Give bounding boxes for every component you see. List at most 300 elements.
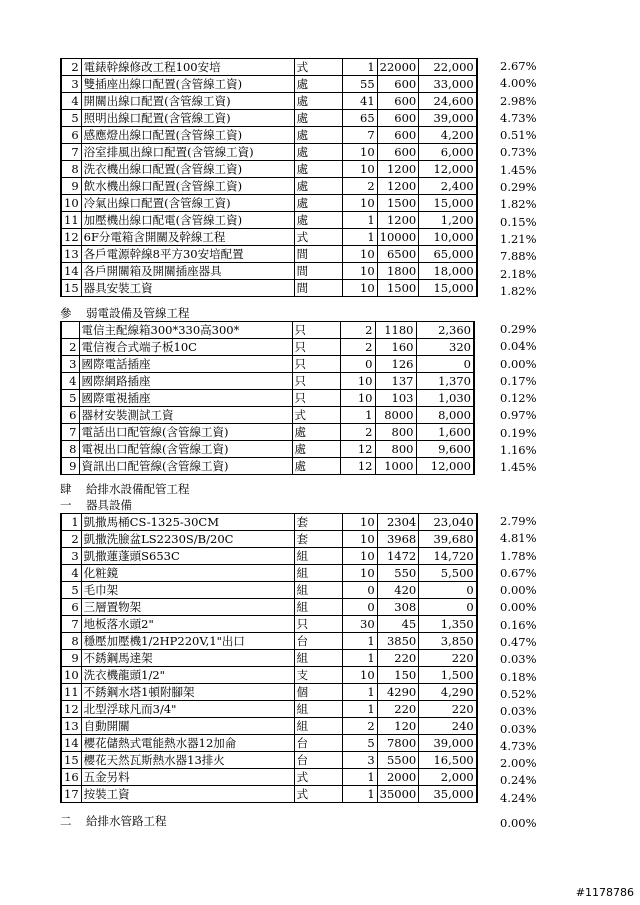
- item-quantity: 1: [342, 684, 377, 701]
- item-unit-price: 4290: [377, 684, 419, 701]
- pct-cell: 0.73%: [500, 145, 537, 160]
- item-amount: 24,600: [419, 93, 477, 110]
- table-row: [61, 390, 474, 407]
- item-unit: 套: [294, 514, 342, 531]
- item-unit-price: 5500: [377, 752, 419, 769]
- pct-cell: 0.18%: [500, 669, 537, 684]
- table-row: [61, 650, 477, 667]
- item-unit-price: 550: [377, 565, 419, 582]
- pct-cell: 0.00%: [500, 583, 537, 598]
- item-description: 各戶電源幹線8平方30安培配置: [81, 246, 294, 263]
- item-quantity: 0: [342, 582, 377, 599]
- item-unit-price: 1472: [377, 548, 419, 565]
- item-unit: 處: [294, 178, 342, 195]
- item-description: 不銹鋼水塔1頓附腳架: [81, 684, 294, 701]
- item-unit-price: 10000: [377, 229, 419, 246]
- table-row: [61, 229, 477, 246]
- item-description: 洗衣機出線口配置(含管線工資): [81, 161, 294, 178]
- pct-cell: 0.17%: [500, 373, 537, 388]
- item-quantity: 2: [342, 178, 377, 195]
- item-unit-price: 600: [377, 76, 419, 93]
- item-amount: 0: [419, 599, 477, 616]
- item-description: 洗衣機龍頭1/2": [81, 667, 294, 684]
- item-quantity: 10: [342, 161, 377, 178]
- item-unit: 處: [294, 144, 342, 161]
- item-unit: 只: [294, 616, 342, 633]
- item-unit: 式: [294, 229, 342, 246]
- item-number: [61, 322, 79, 339]
- item-description: 雙插座出線口配置(含管線工資): [81, 76, 294, 93]
- pct-cell: 0.12%: [500, 391, 537, 406]
- pct-cell: 0.16%: [500, 617, 537, 632]
- section-title: 給排水設備配管工程: [86, 482, 190, 496]
- item-unit-price: 8000: [375, 407, 416, 424]
- item-description: 自動開關: [81, 718, 294, 735]
- item-unit-price: 150: [377, 667, 419, 684]
- item-amount: 10,000: [419, 229, 477, 246]
- item-unit-price: 2000: [377, 769, 419, 786]
- item-amount: 4,200: [419, 127, 477, 144]
- section-code: 參: [60, 306, 72, 320]
- item-quantity: 65: [342, 110, 377, 127]
- item-unit: 只: [292, 390, 340, 407]
- table-row: [61, 356, 474, 373]
- item-unit: 台: [294, 633, 342, 650]
- item-quantity: 10: [342, 514, 377, 531]
- pct-cell: 0.29%: [500, 180, 537, 195]
- item-amount: 15,000: [419, 195, 477, 212]
- pct-cell: 0.00%: [500, 816, 537, 830]
- item-quantity: 1: [342, 229, 377, 246]
- weak-current-pct-column: [500, 321, 537, 477]
- item-quantity: 1: [340, 407, 375, 424]
- table-row: [61, 144, 477, 161]
- item-description: 按裝工資: [81, 786, 294, 803]
- item-number: 6: [61, 407, 79, 424]
- pct-cell: 0.47%: [500, 635, 537, 650]
- table-row: [61, 684, 477, 701]
- item-unit: 間: [294, 280, 342, 297]
- pct-cell: 0.97%: [500, 408, 537, 423]
- table-row: [61, 280, 477, 297]
- item-description: 凱撒洗臉盆LS2230S/B/20C: [81, 531, 294, 548]
- item-amount: 3,850: [419, 633, 477, 650]
- table-row: [61, 441, 474, 458]
- table-row: [61, 565, 477, 582]
- item-number: 12: [61, 229, 81, 246]
- item-number: 9: [61, 458, 79, 475]
- item-description: 凱撒馬桶CS-1325-30CM: [81, 514, 294, 531]
- item-unit-price: 3968: [377, 531, 419, 548]
- item-number: 6: [61, 127, 81, 144]
- pct-cell: 4.24%: [500, 790, 537, 805]
- item-unit-price: 45: [377, 616, 419, 633]
- item-description: 地板落水頭2": [81, 616, 294, 633]
- item-amount: 1,600: [416, 424, 474, 441]
- item-quantity: 2: [342, 718, 377, 735]
- electrical-pct-column: [500, 58, 537, 300]
- item-description: 感應燈出線口配置(含管線工資): [81, 127, 294, 144]
- item-number: 11: [61, 684, 81, 701]
- item-quantity: 12: [340, 458, 375, 475]
- item-unit: 式: [294, 59, 342, 76]
- item-amount: 240: [419, 718, 477, 735]
- item-number: 2: [61, 339, 79, 356]
- item-amount: 18,000: [419, 263, 477, 280]
- item-quantity: 1: [342, 701, 377, 718]
- item-quantity: 1: [342, 650, 377, 667]
- item-quantity: 1: [342, 769, 377, 786]
- item-amount: 320: [416, 339, 474, 356]
- table-row: [61, 110, 477, 127]
- item-description: 電錶幹線修改工程100安培: [81, 59, 294, 76]
- item-number: 15: [61, 752, 81, 769]
- pct-cell: 1.45%: [500, 162, 537, 177]
- item-unit-price: 1200: [377, 161, 419, 178]
- item-quantity: 10: [342, 548, 377, 565]
- item-unit: 間: [294, 246, 342, 263]
- pct-cell: 0.52%: [500, 686, 537, 701]
- table-row: [61, 582, 477, 599]
- item-unit-price: 1500: [377, 280, 419, 297]
- item-unit: 支: [294, 667, 342, 684]
- item-description: 照明出線口配置(含管線工資): [81, 110, 294, 127]
- item-description: 電話出口配管線(含管線工資): [79, 424, 292, 441]
- subsection-heading-fixtures: [60, 497, 132, 513]
- item-description: 開關出線口配置(含管線工資): [81, 93, 294, 110]
- section-code: 二: [60, 814, 72, 828]
- weak-current-table-body: [61, 322, 474, 475]
- table-row: [61, 701, 477, 718]
- table-row: [61, 212, 477, 229]
- item-unit-price: 7800: [377, 735, 419, 752]
- item-quantity: 1: [342, 59, 377, 76]
- item-description: 加壓機出線口配電(含管線工資): [81, 212, 294, 229]
- item-number: 3: [61, 356, 79, 373]
- pct-cell: 2.00%: [500, 756, 537, 771]
- item-amount: 33,000: [419, 76, 477, 93]
- sheet-id: #1178786: [575, 886, 634, 899]
- pct-cell: 1.78%: [500, 548, 537, 563]
- item-unit: 處: [294, 127, 342, 144]
- item-unit-price: 800: [375, 424, 416, 441]
- item-quantity: 41: [342, 93, 377, 110]
- item-unit: 式: [292, 407, 340, 424]
- item-unit: 組: [294, 548, 342, 565]
- item-amount: 5,500: [419, 565, 477, 582]
- subsection-code: 一: [60, 498, 72, 512]
- table-row: [61, 633, 477, 650]
- item-unit-price: 1500: [377, 195, 419, 212]
- item-description: 冷氣出線口配置(含管線工資): [81, 195, 294, 212]
- pct-cell: 0.24%: [500, 773, 537, 788]
- pct-cell: 0.19%: [500, 425, 537, 440]
- pct-cell: 0.51%: [500, 128, 537, 143]
- item-description: 國際電視插座: [79, 390, 292, 407]
- item-amount: 1,200: [419, 212, 477, 229]
- item-number: 15: [61, 280, 81, 297]
- table-row: [61, 127, 477, 144]
- item-quantity: 12: [340, 441, 375, 458]
- item-amount: 12,000: [416, 458, 474, 475]
- item-unit-price: 120: [377, 718, 419, 735]
- item-unit: 只: [292, 322, 340, 339]
- item-amount: 2,360: [416, 322, 474, 339]
- weak-current-table: [60, 321, 475, 475]
- item-unit: 間: [294, 263, 342, 280]
- item-number: 4: [61, 373, 79, 390]
- pct-cell: 1.45%: [500, 460, 537, 475]
- item-unit: 處: [294, 76, 342, 93]
- table-row: [61, 752, 477, 769]
- item-quantity: 10: [342, 280, 377, 297]
- item-number: 2: [61, 531, 81, 548]
- item-description: 櫻花天然瓦斯熱水器13排火: [81, 752, 294, 769]
- pct-cell: 0.03%: [500, 721, 537, 736]
- pct-cell: 2.18%: [500, 266, 537, 281]
- item-quantity: 10: [342, 246, 377, 263]
- item-description: 毛巾架: [81, 582, 294, 599]
- table-row: [61, 616, 477, 633]
- item-description: 浴室排風出線口配置(含管線工資): [81, 144, 294, 161]
- item-number: 11: [61, 212, 81, 229]
- item-quantity: 2: [340, 424, 375, 441]
- plumbing-pct-column: [500, 513, 537, 807]
- pct-cell: 7.88%: [500, 249, 537, 264]
- item-amount: 1,030: [416, 390, 474, 407]
- item-number: 13: [61, 718, 81, 735]
- item-amount: 1,500: [419, 667, 477, 684]
- plumbing-fixtures-table: [60, 513, 478, 803]
- item-number: 9: [61, 178, 81, 195]
- item-amount: 8,000: [416, 407, 474, 424]
- item-unit-price: 1180: [375, 322, 416, 339]
- item-number: 2: [61, 59, 81, 76]
- item-quantity: 10: [342, 263, 377, 280]
- item-unit: 套: [294, 531, 342, 548]
- item-description: 櫻花儲熱式電能熱水器12加侖: [81, 735, 294, 752]
- item-unit-price: 126: [375, 356, 416, 373]
- table-row: [61, 667, 477, 684]
- item-amount: 1,350: [419, 616, 477, 633]
- table-row: [61, 786, 477, 803]
- item-quantity: 1: [342, 786, 377, 803]
- item-unit-price: 1200: [377, 178, 419, 195]
- item-number: 1: [61, 514, 81, 531]
- item-number: 4: [61, 93, 81, 110]
- item-amount: 23,040: [419, 514, 477, 531]
- table-row: [61, 322, 474, 339]
- table-row: [61, 76, 477, 93]
- item-unit-price: 220: [377, 701, 419, 718]
- item-quantity: 10: [340, 390, 375, 407]
- item-amount: 220: [419, 650, 477, 667]
- item-description: 器材安裝測試工資: [79, 407, 292, 424]
- item-description: 國際電話插座: [79, 356, 292, 373]
- item-quantity: 2: [340, 322, 375, 339]
- item-number: 8: [61, 161, 81, 178]
- item-amount: 4,290: [419, 684, 477, 701]
- pct-cell: 0.04%: [500, 339, 537, 354]
- item-unit: 只: [292, 339, 340, 356]
- section-code: 肆: [60, 482, 72, 496]
- item-amount: 1,370: [416, 373, 474, 390]
- item-unit: 處: [294, 93, 342, 110]
- section-heading-weak-current: [60, 305, 190, 321]
- plumbing-fixtures-table-body: [61, 514, 477, 803]
- item-description: 電信複合式端子板10C: [79, 339, 292, 356]
- table-row: [61, 599, 477, 616]
- item-quantity: 1: [342, 633, 377, 650]
- table-row: [61, 424, 474, 441]
- section-title: 弱電設備及管線工程: [86, 306, 190, 320]
- item-amount: 35,000: [419, 786, 477, 803]
- item-number: 9: [61, 650, 81, 667]
- table-row: [61, 458, 474, 475]
- pct-cell: 0.03%: [500, 652, 537, 667]
- item-description: 器具安裝工資: [81, 280, 294, 297]
- item-unit: 組: [294, 565, 342, 582]
- item-unit: 組: [294, 582, 342, 599]
- pct-cell: 0.00%: [500, 600, 537, 615]
- subsection-title: 器具設備: [86, 498, 132, 512]
- item-quantity: 30: [342, 616, 377, 633]
- item-number: 5: [61, 390, 79, 407]
- item-number: 3: [61, 548, 81, 565]
- table-row: [61, 246, 477, 263]
- item-number: 4: [61, 565, 81, 582]
- item-quantity: 10: [342, 144, 377, 161]
- item-amount: 39,000: [419, 110, 477, 127]
- item-number: 12: [61, 701, 81, 718]
- item-number: 7: [61, 424, 79, 441]
- item-amount: 220: [419, 701, 477, 718]
- item-amount: 6,000: [419, 144, 477, 161]
- item-number: 3: [61, 76, 81, 93]
- item-unit: 組: [294, 701, 342, 718]
- item-description: 三層置物架: [81, 599, 294, 616]
- electrical-table-body: [61, 59, 477, 297]
- item-quantity: 10: [342, 667, 377, 684]
- pct-cell: 1.16%: [500, 443, 537, 458]
- pct-cell: 4.81%: [500, 531, 537, 546]
- table-row: [61, 407, 474, 424]
- item-unit: 只: [292, 373, 340, 390]
- item-quantity: 3: [342, 752, 377, 769]
- item-unit: 個: [294, 684, 342, 701]
- table-row: [61, 514, 477, 531]
- item-unit-price: 160: [375, 339, 416, 356]
- item-amount: 9,600: [416, 441, 474, 458]
- item-unit: 組: [294, 650, 342, 667]
- item-amount: 39,680: [419, 531, 477, 548]
- pct-cell: 1.82%: [500, 283, 537, 298]
- pct-cell: 2.67%: [500, 59, 537, 73]
- item-amount: 0: [419, 582, 477, 599]
- section-title: 給排水管路工程: [86, 814, 167, 828]
- pct-cell: 2.79%: [500, 514, 537, 528]
- item-number: 8: [61, 441, 79, 458]
- pct-cell: 4.73%: [500, 110, 537, 125]
- table-row: [61, 93, 477, 110]
- item-unit-price: 1000: [375, 458, 416, 475]
- item-unit-price: 35000: [377, 786, 419, 803]
- item-unit: 台: [294, 752, 342, 769]
- pct-cell: 4.73%: [500, 738, 537, 753]
- item-amount: 12,000: [419, 161, 477, 178]
- table-row: [61, 59, 477, 76]
- table-row: [61, 373, 474, 390]
- item-amount: 14,720: [419, 548, 477, 565]
- item-unit: 台: [294, 735, 342, 752]
- table-row: [61, 339, 474, 356]
- item-amount: 15,000: [419, 280, 477, 297]
- item-unit-price: 600: [377, 144, 419, 161]
- section-heading-plumbing: [60, 481, 190, 497]
- item-quantity: 10: [342, 531, 377, 548]
- item-number: 16: [61, 769, 81, 786]
- item-amount: 39,000: [419, 735, 477, 752]
- item-unit: 只: [292, 356, 340, 373]
- item-quantity: 10: [342, 565, 377, 582]
- item-quantity: 55: [342, 76, 377, 93]
- table-row: [61, 769, 477, 786]
- item-unit: 處: [294, 195, 342, 212]
- table-row: [61, 718, 477, 735]
- item-unit-price: 600: [377, 110, 419, 127]
- table-row: [61, 195, 477, 212]
- pct-cell: 4.00%: [500, 76, 537, 91]
- item-unit: 組: [294, 599, 342, 616]
- pct-cell: 0.15%: [500, 214, 537, 229]
- item-amount: 22,000: [419, 59, 477, 76]
- item-number: 10: [61, 195, 81, 212]
- item-unit-price: 2304: [377, 514, 419, 531]
- item-description: 穩壓加壓機1/2HP220V,1"出口: [81, 633, 294, 650]
- item-amount: 2,400: [419, 178, 477, 195]
- item-quantity: 7: [342, 127, 377, 144]
- item-unit-price: 3850: [377, 633, 419, 650]
- item-number: 10: [61, 667, 81, 684]
- item-unit: 處: [294, 161, 342, 178]
- item-amount: 0: [416, 356, 474, 373]
- item-unit: 處: [292, 424, 340, 441]
- item-unit-price: 1800: [377, 263, 419, 280]
- table-row: [61, 548, 477, 565]
- item-unit-price: 220: [377, 650, 419, 667]
- item-description: 五金另料: [81, 769, 294, 786]
- item-description: 北型浮球凡而3/4": [81, 701, 294, 718]
- item-description: 飲水機出線口配置(含管線工資): [81, 178, 294, 195]
- item-unit-price: 22000: [377, 59, 419, 76]
- item-unit-price: 6500: [377, 246, 419, 263]
- table-row: [61, 735, 477, 752]
- item-unit-price: 800: [375, 441, 416, 458]
- item-description: 6F分電箱含開關及幹線工程: [81, 229, 294, 246]
- pct-cell: 0.29%: [500, 322, 537, 336]
- item-amount: 16,500: [419, 752, 477, 769]
- item-unit: 處: [292, 458, 340, 475]
- table-row: [61, 178, 477, 195]
- item-unit-price: 103: [375, 390, 416, 407]
- table-row: [61, 531, 477, 548]
- item-number: 14: [61, 263, 81, 280]
- item-description: 化粧鏡: [81, 565, 294, 582]
- table-row: [61, 161, 477, 178]
- item-amount: 2,000: [419, 769, 477, 786]
- item-quantity: 5: [342, 735, 377, 752]
- item-unit-price: 600: [377, 93, 419, 110]
